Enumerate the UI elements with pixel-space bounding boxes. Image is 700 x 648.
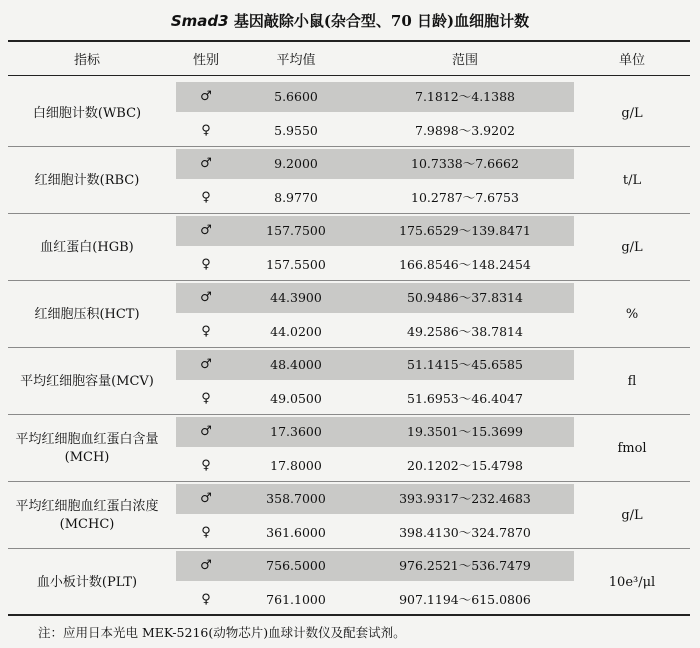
- indicator-label: 白细胞计数(WBC): [32, 105, 142, 121]
- female-range-value: 20.1202～15.4798: [407, 457, 523, 473]
- female-range-value: 10.2787～7.6753: [411, 189, 519, 205]
- male-mean-value: 756.5000: [266, 558, 326, 573]
- female-mean-value: 761.1000: [266, 591, 326, 607]
- female-sex-symbol: ♀: [201, 457, 211, 473]
- male-sex-symbol: ♂: [200, 223, 212, 238]
- female-sex-symbol: ♀: [201, 189, 211, 205]
- male-mean-value: 48.4000: [270, 357, 322, 372]
- bottom-rule: [8, 614, 690, 616]
- female-mean-value: 8.9770: [274, 189, 318, 205]
- header-sex: 性别: [192, 53, 219, 68]
- title-text: 基因敲除小鼠(杂合型、70 日龄)血细胞计数: [228, 12, 530, 30]
- male-range-value: 50.9486～37.8314: [407, 290, 523, 305]
- female-sex-symbol: ♀: [201, 122, 211, 138]
- female-range-value: 7.9898～3.9202: [415, 122, 515, 138]
- indicator-label: 平均红细胞血红蛋白浓度(MCHC): [15, 498, 159, 532]
- male-sex-symbol: ♂: [200, 357, 212, 372]
- male-mean-value: 9.2000: [274, 156, 318, 171]
- unit-label: fmol: [617, 441, 647, 456]
- male-sex-symbol: ♂: [200, 89, 212, 104]
- female-sex-symbol: ♀: [201, 256, 211, 272]
- male-range-value: 175.6529～139.8471: [399, 223, 531, 238]
- table-title: [0, 10, 700, 31]
- indicator-label: 血小板计数(PLT): [36, 574, 138, 590]
- male-range-value: 393.9317～232.4683: [399, 491, 531, 506]
- female-sex-symbol: ♀: [201, 591, 211, 607]
- unit-label: t/L: [622, 173, 642, 188]
- indicator-label: 平均红细胞容量(MCV): [20, 373, 154, 389]
- gene-name: Smad3: [170, 12, 229, 30]
- female-sex-symbol: ♀: [201, 323, 211, 339]
- female-mean-value: 157.5500: [266, 256, 326, 272]
- male-sex-symbol: ♂: [200, 491, 212, 506]
- indicator-label: 红细胞计数(RBC): [34, 172, 140, 188]
- header-mean: 平均值: [276, 53, 316, 68]
- male-sex-symbol: ♂: [200, 156, 212, 171]
- male-mean-value: 44.3900: [270, 290, 322, 305]
- female-mean-value: 49.0500: [270, 390, 322, 406]
- male-sex-symbol: ♂: [200, 424, 212, 439]
- top-rule: [8, 40, 690, 42]
- unit-label: g/L: [621, 240, 643, 255]
- male-mean-value: 358.7000: [266, 491, 326, 506]
- header-rule: [8, 75, 690, 76]
- female-sex-symbol: ♀: [201, 390, 211, 406]
- female-sex-symbol: ♀: [201, 524, 211, 540]
- unit-label: g/L: [621, 508, 643, 523]
- header-range: 范围: [451, 53, 478, 68]
- header-indicator: 指标: [73, 53, 100, 68]
- female-range-value: 51.6953～46.4047: [407, 390, 523, 406]
- male-range-value: 976.2521～536.7479: [399, 558, 531, 573]
- female-mean-value: 5.9550: [274, 122, 318, 138]
- female-range-value: 907.1194～615.0806: [399, 591, 531, 607]
- male-range-value: 10.7338～7.6662: [411, 156, 519, 171]
- male-sex-symbol: ♂: [200, 558, 212, 573]
- female-range-value: 49.2586～38.7814: [407, 323, 523, 339]
- female-mean-value: 17.8000: [270, 457, 322, 473]
- male-range-value: 19.3501～15.3699: [407, 424, 523, 439]
- unit-label: 10e³/μl: [608, 575, 656, 590]
- unit-label: %: [625, 307, 639, 322]
- female-range-value: 398.4130～324.7870: [399, 524, 531, 540]
- header-unit: 单位: [618, 53, 645, 68]
- indicator-label: 血红蛋白(HGB): [40, 239, 134, 255]
- unit-label: g/L: [621, 106, 643, 121]
- male-sex-symbol: ♂: [200, 290, 212, 305]
- male-mean-value: 157.7500: [266, 223, 326, 238]
- female-range-value: 166.8546～148.2454: [399, 256, 531, 272]
- unit-label: fl: [627, 374, 637, 389]
- female-mean-value: 44.0200: [270, 323, 322, 339]
- indicator-label: 平均红细胞血红蛋白含量(MCH): [15, 431, 159, 465]
- table-note: 注：应用日本光电 MEK-5216(动物芯片)血球计数仪及配套试剂。: [38, 625, 406, 640]
- male-mean-value: 17.3600: [270, 424, 322, 439]
- indicator-label: 红细胞压积(HCT): [34, 306, 140, 322]
- male-mean-value: 5.6600: [274, 89, 318, 104]
- female-mean-value: 361.6000: [266, 524, 326, 540]
- male-range-value: 7.1812～4.1388: [415, 89, 515, 104]
- male-range-value: 51.1415～45.6585: [407, 357, 523, 372]
